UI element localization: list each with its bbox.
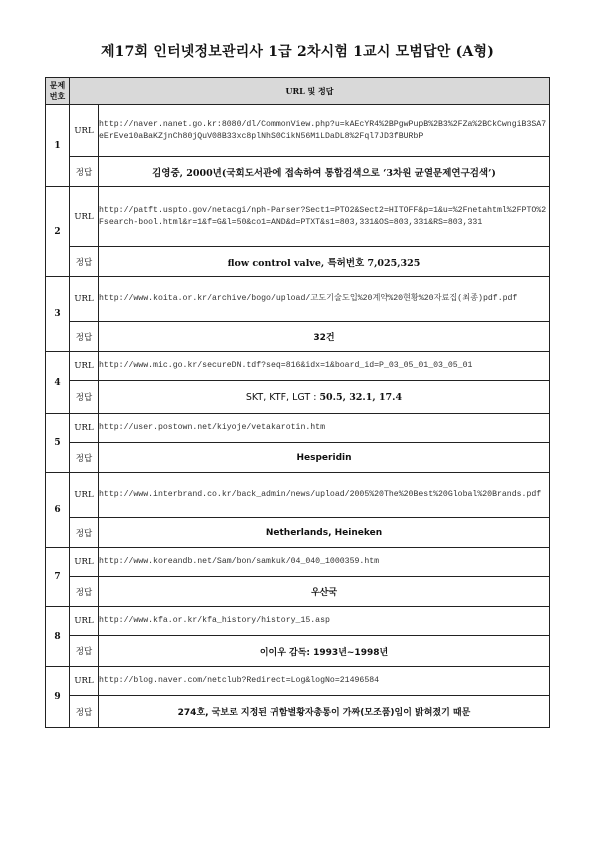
url-link[interactable]: http://www.koita.or.kr/archive/bogo/upload/고도기술도입%20계약%20현황%20자료집(최종)pdf.pdf [99, 277, 550, 322]
url-label: URL [70, 414, 99, 443]
table-row-answer [46, 518, 550, 548]
answer-label: 정답 [70, 577, 99, 607]
header-question-number [46, 78, 70, 105]
table-row-url [46, 607, 550, 636]
url-label: URL [70, 352, 99, 381]
url-link[interactable]: http://user.postown.net/kiyoje/vetakarotin.htm [99, 414, 550, 443]
answer-text: Netherlands, Heineken [99, 518, 550, 548]
answer-label: 정답 [70, 443, 99, 473]
url-link[interactable]: http://www.mic.go.kr/secureDN.tdf?seq=816&idx=1&board_id=P_03_05_01_03_05_01 [99, 352, 550, 381]
table-row-url [46, 667, 550, 696]
table-row-answer [46, 322, 550, 352]
table-row-url [46, 352, 550, 381]
answer-text: 274호, 국보로 지정된 귀함별황자총통이 가짜(모조품)임이 밝혀졌기 때문 [99, 696, 550, 728]
page-title: 제17회 인터넷정보관리사 1급 2차시험 1교시 모범답안 (A형) [100, 44, 495, 60]
answer-label: 정답 [70, 381, 99, 414]
table-row-answer [46, 636, 550, 667]
answer-label: 정답 [70, 157, 99, 187]
table-row-answer [46, 381, 550, 414]
url-label: URL [70, 187, 99, 247]
url-label: URL [70, 548, 99, 577]
url-link[interactable]: http://blog.naver.com/netclub?Redirect=Log&logNo=21496584 [99, 667, 550, 696]
table-row-url [46, 277, 550, 322]
table-row-url [46, 414, 550, 443]
answer-text: 김영중, 2000년(국회도서관에 접속하여 통합검색으로 ‘3차원 균열문제연구검색’) [99, 157, 550, 187]
table-row-url [46, 105, 550, 157]
table-row-answer [46, 157, 550, 187]
url-label: URL [70, 277, 99, 322]
url-link[interactable]: http://naver.nanet.go.kr:8080/dl/CommonView.php?u=kAEcYR4%2BPgwPupB%2B3%2FZa%2BCkCwngiB3SA7eErEve10aBaKZjnCh80jQuV08B33xc8plNhS0CikN56M1LDaDL8%2Fql7JD3fBURbP [99, 105, 550, 157]
table-row-answer [46, 577, 550, 607]
answer-label: 정답 [70, 636, 99, 667]
header-no-line1: 문제 [49, 80, 66, 90]
table-row-answer [46, 443, 550, 473]
answer-prefix: SKT, KTF, LGT : [245, 391, 320, 403]
answer-label: 정답 [70, 322, 99, 352]
url-link[interactable]: http://www.koreandb.net/Sam/bon/samkuk/04_040_1000359.htm [99, 548, 550, 577]
table-row-url [46, 187, 550, 247]
url-link[interactable]: http://www.kfa.or.kr/kfa_history/history_15.asp [99, 607, 550, 636]
answer-text: Hesperidin [99, 443, 550, 473]
url-link[interactable]: http://patft.uspto.gov/netacgi/nph-Parser?Sect1=PTO2&Sect2=HITOFF&p=1&u=%2Fnetahtml%2FPTO%2Fsearch-bool.html&r=1&f=G&l=50&co1=AND&d=PTXT&s1=803,331&OS=803,331&RS=803,331 [99, 187, 550, 247]
question-number: 7 [46, 548, 70, 607]
answer-label: 정답 [70, 696, 99, 728]
question-number: 8 [46, 607, 70, 667]
question-number: 4 [46, 352, 70, 414]
question-number: 3 [46, 277, 70, 352]
question-number: 5 [46, 414, 70, 473]
url-label: URL [70, 607, 99, 636]
answer-text: 32건 [99, 322, 550, 352]
table-row-answer [46, 696, 550, 728]
url-link[interactable]: http://www.interbrand.co.kr/back_admin/news/upload/2005%20The%20Best%20Global%20Brands.pdf [99, 473, 550, 518]
table-row-answer [46, 247, 550, 277]
question-number: 9 [46, 667, 70, 728]
answer-text: 우산국 [99, 577, 550, 607]
answer-label: 정답 [70, 518, 99, 548]
answer-values: 50.5, 32.1, 17.4 [319, 391, 403, 403]
answer-text [99, 381, 550, 414]
answer-text: 이이우 감독: 1993년~1998년 [99, 636, 550, 667]
table-row-url [46, 548, 550, 577]
answer-label: 정답 [70, 247, 99, 277]
answer-text: flow control valve, 특허번호 7,025,325 [99, 247, 550, 277]
header-no-line2: 번호 [49, 91, 66, 101]
url-label: URL [70, 473, 99, 518]
answer-table [45, 77, 550, 728]
question-number: 6 [46, 473, 70, 548]
question-number: 2 [46, 187, 70, 277]
url-label: URL [70, 105, 99, 157]
header-url-answer: URL 및 정답 [70, 78, 550, 105]
question-number: 1 [46, 105, 70, 187]
table-row-url [46, 473, 550, 518]
url-label: URL [70, 667, 99, 696]
table-header-row [46, 78, 550, 105]
